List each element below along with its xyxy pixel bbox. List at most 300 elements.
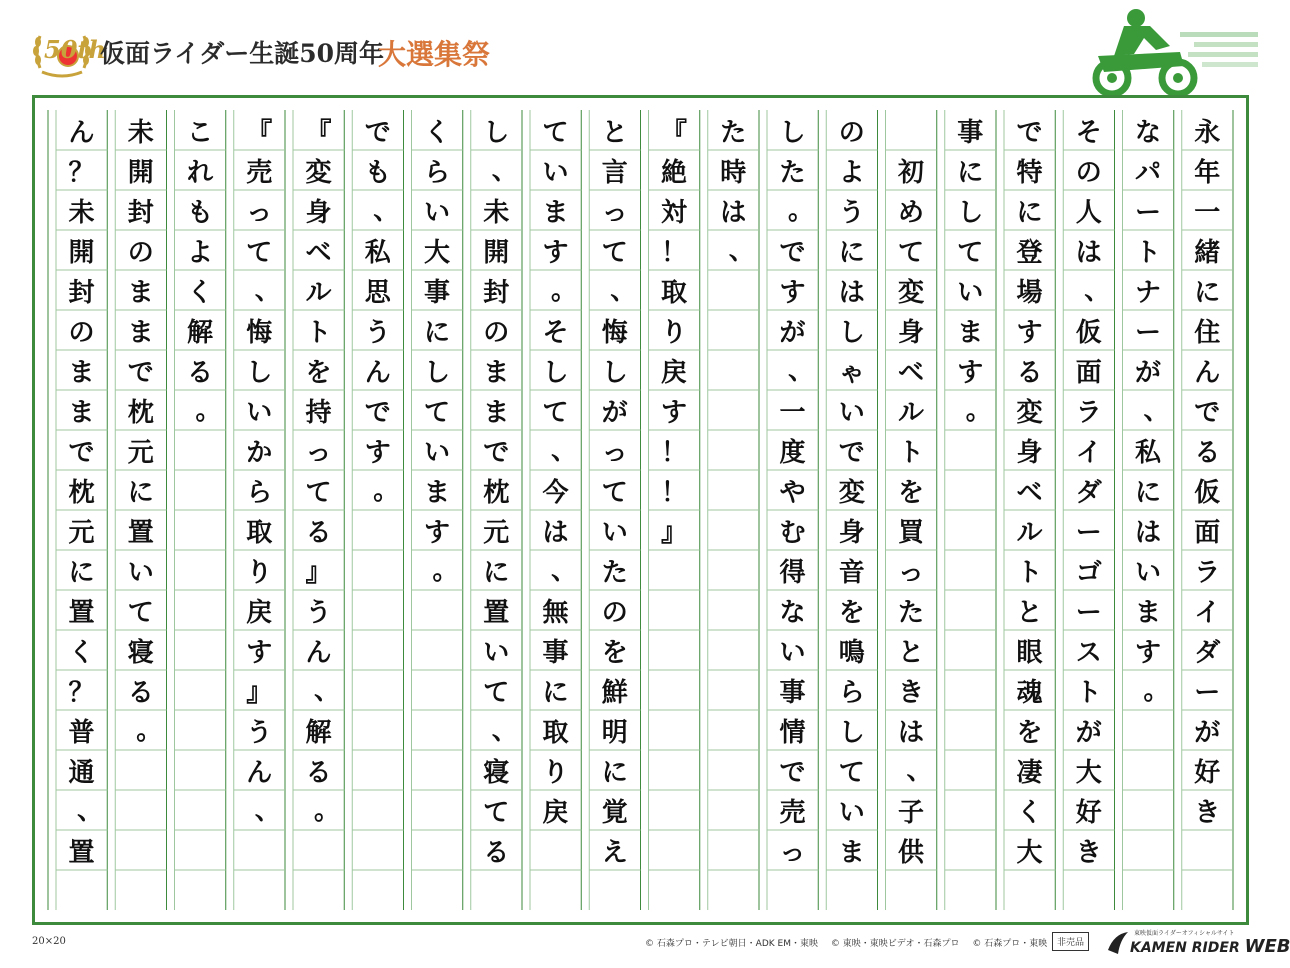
manuscript-char: 変 (838, 477, 865, 508)
manuscript-char: ま (542, 197, 569, 228)
manuscript-char: は (1075, 237, 1102, 268)
manuscript-char: で (483, 437, 510, 468)
manuscript-char: の (483, 317, 510, 348)
manuscript-char: し (838, 717, 865, 748)
manuscript-char: そ (1075, 117, 1102, 148)
manuscript-column (348, 110, 407, 910)
manuscript-char: ト (897, 437, 924, 468)
manuscript-char: 凄 (1016, 757, 1043, 788)
manuscript-char: 悔 (601, 317, 628, 348)
manuscript-char: く (68, 637, 95, 668)
manuscript-char: 戻 (542, 797, 569, 828)
manuscript-char: 魂 (1016, 677, 1043, 708)
manuscript-char: 登 (1016, 237, 1043, 268)
manuscript-char: 開 (127, 157, 154, 188)
manuscript-char: に (423, 317, 450, 348)
manuscript-char: を (305, 357, 332, 388)
manuscript-char: 。 (550, 276, 577, 306)
manuscript-char: 、 (550, 556, 577, 586)
manuscript-char: 音 (838, 557, 865, 588)
manuscript-char: い (838, 797, 865, 828)
manuscript-char: 。 (136, 716, 163, 746)
manuscript-char: 元 (68, 517, 95, 548)
manuscript-char: 永 (1194, 117, 1221, 148)
manuscript-char: 未 (68, 197, 95, 228)
manuscript-char: ら (838, 677, 865, 708)
site-subtitle: 東映仮面ライダーオフィシャルサイト (1134, 930, 1235, 937)
manuscript-char: ベ (305, 237, 332, 268)
manuscript-char: き (1194, 797, 1221, 828)
manuscript-char: て (305, 477, 332, 508)
manuscript-char: 事 (542, 637, 569, 668)
manuscript-char: く (1016, 797, 1043, 828)
manuscript-char: と (601, 117, 628, 148)
manuscript-char: 場 (1016, 277, 1043, 308)
manuscript-char: り (660, 317, 687, 348)
manuscript-char: な (1134, 117, 1161, 148)
manuscript-char: 時 (720, 157, 747, 188)
manuscript-char: パ (1134, 157, 1161, 188)
manuscript-char: て (542, 397, 569, 428)
manuscript-char: 度 (779, 437, 806, 468)
manuscript-char: 身 (1016, 437, 1043, 468)
anniversary-50th-badge-icon (30, 18, 106, 82)
manuscript-char: ル (305, 277, 332, 308)
manuscript-char: ら (423, 157, 450, 188)
manuscript-char: 封 (483, 277, 510, 308)
manuscript-char: 開 (483, 237, 510, 268)
manuscript-char: 鮮 (601, 677, 628, 708)
manuscript-column (585, 110, 644, 910)
manuscript-char: て (483, 677, 510, 708)
manuscript-char: 元 (127, 437, 154, 468)
manuscript-char: 。 (373, 476, 400, 506)
manuscript-char: 変 (1016, 397, 1043, 428)
manuscript-char: 、 (76, 796, 103, 826)
manuscript-char: ト (1075, 677, 1102, 708)
manuscript-char: て (957, 237, 984, 268)
manuscript-char: た (897, 597, 924, 628)
manuscript-char: 変 (897, 277, 924, 308)
manuscript-char: に (957, 157, 984, 188)
manuscript-char: 思 (364, 277, 391, 308)
manuscript-char: 緒 (1194, 237, 1221, 268)
manuscript-char: め (897, 197, 924, 228)
manuscript-char: 私 (1134, 437, 1161, 468)
manuscript-char: ？ (68, 677, 95, 708)
manuscript-char: と (897, 637, 924, 668)
manuscript-char: ラ (1075, 397, 1102, 428)
manuscript-char: も (364, 157, 391, 188)
manuscript-char: っ (305, 437, 332, 468)
manuscript-char: で (364, 117, 391, 148)
manuscript-char: 寝 (127, 637, 154, 668)
manuscript-char: う (305, 597, 332, 628)
manuscript-char: い (483, 637, 510, 668)
manuscript-char: 特 (1016, 157, 1043, 188)
manuscript-char: で (779, 757, 806, 788)
manuscript-char: 明 (601, 717, 628, 748)
manuscript-char: ト (1016, 557, 1043, 588)
manuscript-char: い (542, 157, 569, 188)
manuscript-char: 好 (1194, 757, 1221, 788)
credit-line: © 東映・東映ビデオ・石森プロ (830, 939, 960, 949)
manuscript-char: え (601, 837, 628, 868)
manuscript-char: ん (364, 357, 391, 388)
manuscript-char: っ (601, 197, 628, 228)
manuscript-char: に (1134, 477, 1161, 508)
manuscript-char: を (1016, 717, 1043, 748)
manuscript-char: し (838, 317, 865, 348)
manuscript-char: こ (186, 117, 213, 148)
manuscript-char: る (186, 357, 213, 388)
manuscript-char: 、 (313, 676, 340, 706)
manuscript-char: ー (1194, 677, 1221, 708)
page-title: 仮面ライダー生誕50周年 (100, 39, 385, 68)
manuscript-char: て (423, 397, 450, 428)
manuscript-char: 鳴 (838, 637, 865, 668)
manuscript-char: し (542, 357, 569, 388)
manuscript-char: 寝 (483, 757, 510, 788)
manuscript-char: ラ (1194, 557, 1221, 588)
manuscript-char: っ (897, 557, 924, 588)
manuscript-char: す (779, 277, 806, 308)
manuscript-char: し (601, 357, 628, 388)
manuscript-column (822, 110, 881, 910)
manuscript-char: ！ (660, 437, 687, 468)
manuscript-char: ん (305, 637, 332, 668)
manuscript-column (111, 110, 170, 910)
manuscript-char: 未 (483, 197, 510, 228)
credit-line: © 石森プロ・東映 (972, 939, 1048, 949)
manuscript-char: を (838, 597, 865, 628)
manuscript-char: ル (897, 397, 924, 428)
site-suffix-text: WEB (1244, 936, 1290, 957)
manuscript-char: 持 (305, 397, 332, 428)
manuscript-char: 売 (246, 157, 273, 188)
manuscript-char: 、 (787, 356, 814, 386)
manuscript-char: な (779, 597, 806, 628)
manuscript-char: 眼 (1016, 637, 1043, 668)
manuscript-char: ま (1134, 597, 1161, 628)
manuscript-char: 『 (305, 117, 332, 148)
manuscript-char: ん (246, 757, 273, 788)
manuscript-column (645, 110, 704, 910)
manuscript-char: ！ (660, 477, 687, 508)
manuscript-char: い (1134, 557, 1161, 588)
manuscript-char: う (838, 197, 865, 228)
grid-size-label: 20×20 (32, 936, 66, 947)
manuscript-char: ま (838, 837, 865, 868)
manuscript-char: 『 (246, 117, 273, 148)
manuscript-column (763, 110, 822, 910)
manuscript-char: ダ (1194, 637, 1221, 668)
manuscript-char: 解 (186, 317, 213, 348)
manuscript-char: ら (246, 477, 273, 508)
manuscript-char: ト (305, 317, 332, 348)
manuscript-column (52, 110, 111, 910)
manuscript-char: を (601, 637, 628, 668)
manuscript-char: 取 (660, 277, 687, 308)
manuscript-char: で (364, 397, 391, 428)
manuscript-char: ゴ (1075, 557, 1102, 588)
manuscript-char: 身 (897, 317, 924, 348)
manuscript-char: ま (127, 317, 154, 348)
manuscript-column (1000, 110, 1059, 910)
manuscript-char: そ (542, 317, 569, 348)
manuscript-char: イ (1194, 597, 1221, 628)
manuscript-char: に (838, 237, 865, 268)
manuscript-char: に (542, 677, 569, 708)
manuscript-char: 』 (246, 677, 273, 708)
manuscript-char: 変 (305, 157, 332, 188)
manuscript-char: 身 (305, 197, 332, 228)
manuscript-char: は (1134, 517, 1161, 548)
manuscript-char: 初 (897, 157, 924, 188)
manuscript-char: 』 (660, 517, 687, 548)
manuscript-char: 絶 (660, 157, 687, 188)
manuscript-char: い (127, 557, 154, 588)
manuscript-char: 面 (1075, 357, 1102, 388)
manuscript-char: 枕 (127, 397, 154, 428)
manuscript-column (408, 110, 467, 910)
manuscript-char: っ (246, 197, 273, 228)
manuscript-char: 、 (491, 716, 518, 746)
manuscript-char: ト (1134, 237, 1161, 268)
manuscript-char: に (127, 477, 154, 508)
manuscript-char: き (897, 677, 924, 708)
manuscript-char (882, 110, 941, 150)
manuscript-char: る (483, 837, 510, 868)
manuscript-char: ー (1134, 317, 1161, 348)
manuscript-char: っ (779, 837, 806, 868)
manuscript-char: か (246, 437, 273, 468)
manuscript-char: り (246, 557, 273, 588)
manuscript-char: 、 (254, 276, 281, 306)
manuscript-char: て (897, 237, 924, 268)
manuscript-char: 面 (1194, 517, 1221, 548)
manuscript-char: 大 (423, 237, 450, 268)
manuscript-char: し (779, 117, 806, 148)
manuscript-char: 通 (68, 757, 95, 788)
manuscript-char: 『 (660, 117, 687, 148)
manuscript-char: る (1016, 357, 1043, 388)
manuscript-char: る (305, 757, 332, 788)
manuscript-char: 対 (660, 197, 687, 228)
manuscript-char: き (1075, 837, 1102, 868)
manuscript-char: ダ (1075, 477, 1102, 508)
manuscript-char: し (246, 357, 273, 388)
manuscript-char: 大 (1016, 837, 1043, 868)
manuscript-char: や (779, 477, 806, 508)
manuscript-char: 封 (68, 277, 95, 308)
manuscript-char: を (897, 477, 924, 508)
manuscript-char: 買 (897, 517, 924, 548)
manuscript-char: す (364, 437, 391, 468)
manuscript-char: で (1194, 397, 1221, 428)
manuscript-char: は (542, 517, 569, 548)
manuscript-char: が (779, 317, 806, 348)
manuscript-char: い (246, 397, 273, 428)
manuscript-char: ま (423, 477, 450, 508)
manuscript-char: う (246, 717, 273, 748)
manuscript-char: ナ (1134, 277, 1161, 308)
manuscript-char: よ (186, 237, 213, 268)
manuscript-char: で (838, 437, 865, 468)
manuscript-char: て (542, 117, 569, 148)
manuscript-char: に (1016, 197, 1043, 228)
manuscript-char: 一 (1194, 197, 1221, 228)
manuscript-column (171, 110, 230, 910)
manuscript-char: 情 (779, 717, 806, 748)
manuscript-column (526, 110, 585, 910)
manuscript-char: が (1134, 357, 1161, 388)
manuscript-char: ス (1075, 637, 1102, 668)
manuscript-char: ル (1016, 517, 1043, 548)
manuscript-char: す (1016, 317, 1043, 348)
manuscript-char: 。 (313, 796, 340, 826)
manuscript-char: で (68, 437, 95, 468)
manuscript-column (289, 110, 348, 910)
manuscript-char: 人 (1075, 197, 1102, 228)
manuscript-char: 、 (610, 276, 637, 306)
manuscript-char: 解 (305, 717, 332, 748)
manuscript-char: 事 (957, 117, 984, 148)
copyright-credits (645, 936, 1057, 949)
manuscript-grid (48, 110, 1233, 910)
manuscript-char: に (68, 557, 95, 588)
manuscript-char: た (720, 117, 747, 148)
manuscript-char: 、 (254, 796, 281, 826)
manuscript-char: ？ (68, 157, 95, 188)
manuscript-char: ー (1075, 597, 1102, 628)
manuscript-char: し (483, 117, 510, 148)
manuscript-char: 私 (364, 237, 391, 268)
manuscript-char: る (305, 517, 332, 548)
manuscript-char: ま (127, 277, 154, 308)
manuscript-char: で (1016, 117, 1043, 148)
manuscript-column (704, 110, 763, 910)
manuscript-char: に (1194, 277, 1221, 308)
manuscript-char: ！ (660, 237, 687, 268)
manuscript-char: 事 (779, 677, 806, 708)
manuscript-char: 子 (897, 797, 924, 828)
manuscript-char: る (1194, 437, 1221, 468)
manuscript-char: 好 (1075, 797, 1102, 828)
manuscript-char: 仮 (1075, 317, 1102, 348)
manuscript-char: が (1194, 717, 1221, 748)
manuscript-char: 元 (483, 517, 510, 548)
manuscript-char: 、 (550, 436, 577, 466)
manuscript-column (467, 110, 526, 910)
manuscript-char: に (601, 757, 628, 788)
manuscript-char: 、 (373, 196, 400, 226)
manuscript-char: 。 (195, 396, 222, 426)
manuscript-char: 、 (491, 156, 518, 186)
manuscript-char: の (1075, 157, 1102, 188)
manuscript-char: は (720, 197, 747, 228)
manuscript-char: い (957, 277, 984, 308)
manuscript-column (230, 110, 289, 910)
manuscript-char: 置 (68, 837, 95, 868)
page-title-accent: 大選集祭 (378, 38, 491, 71)
manuscript-char: が (1075, 717, 1102, 748)
manuscript-char: は (897, 717, 924, 748)
manuscript-char: 得 (779, 557, 806, 588)
manuscript-char: い (423, 197, 450, 228)
manuscript-char: た (779, 157, 806, 188)
manuscript-column (1178, 110, 1237, 910)
manuscript-char: 。 (965, 396, 992, 426)
kamen-rider-web-logo[interactable] (1106, 928, 1290, 958)
manuscript-char: 枕 (68, 477, 95, 508)
manuscript-char: ベ (1016, 477, 1043, 508)
manuscript-char: し (957, 197, 984, 228)
manuscript-char: す (423, 517, 450, 548)
manuscript-char: 開 (68, 237, 95, 268)
site-name-text: KAMEN RIDER (1130, 940, 1240, 956)
not-for-sale-badge: 非売品 (1052, 932, 1089, 951)
manuscript-char: の (838, 117, 865, 148)
manuscript-char: 一 (779, 397, 806, 428)
manuscript-char: ー (1075, 517, 1102, 548)
manuscript-char: で (127, 357, 154, 388)
manuscript-char: 仮 (1194, 477, 1221, 508)
manuscript-char: 、 (728, 236, 755, 266)
manuscript-char: す (957, 357, 984, 388)
rider-mark-icon (1106, 930, 1130, 958)
manuscript-char: ま (957, 317, 984, 348)
manuscript-char: ベ (897, 357, 924, 388)
manuscript-char: ー (1134, 197, 1161, 228)
manuscript-char: す (542, 237, 569, 268)
manuscript-char: む (779, 517, 806, 548)
manuscript-column (882, 110, 941, 910)
manuscript-char: の (68, 317, 95, 348)
manuscript-char: ま (68, 397, 95, 428)
manuscript-char: 戻 (246, 597, 273, 628)
badge-text: 50th (44, 35, 106, 64)
manuscript-char: た (601, 557, 628, 588)
manuscript-char: 、 (1084, 276, 1111, 306)
manuscript-char: 置 (68, 597, 95, 628)
credit-line: © 石森プロ・テレビ朝日・ADK EM・東映 (645, 939, 818, 949)
manuscript-char: 住 (1194, 317, 1221, 348)
manuscript-char: と (1016, 597, 1043, 628)
manuscript-char: 悔 (246, 317, 273, 348)
manuscript-char: い (601, 517, 628, 548)
manuscript-char: い (838, 397, 865, 428)
manuscript-char: 事 (423, 277, 450, 308)
manuscript-char: で (779, 237, 806, 268)
manuscript-char: い (423, 437, 450, 468)
manuscript-char: く (423, 117, 450, 148)
manuscript-char: て (601, 477, 628, 508)
manuscript-paper (32, 95, 1249, 925)
manuscript-char: 。 (787, 196, 814, 226)
manuscript-char: ま (68, 357, 95, 388)
manuscript-column (1059, 110, 1118, 910)
manuscript-char: て (127, 597, 154, 628)
manuscript-char: て (601, 237, 628, 268)
manuscript-char: い (779, 637, 806, 668)
manuscript-char: 供 (897, 837, 924, 868)
manuscript-char: 普 (68, 717, 95, 748)
manuscript-char: も (186, 197, 213, 228)
manuscript-char: 。 (1143, 676, 1170, 706)
manuscript-char: し (423, 357, 450, 388)
manuscript-char: 枕 (483, 477, 510, 508)
